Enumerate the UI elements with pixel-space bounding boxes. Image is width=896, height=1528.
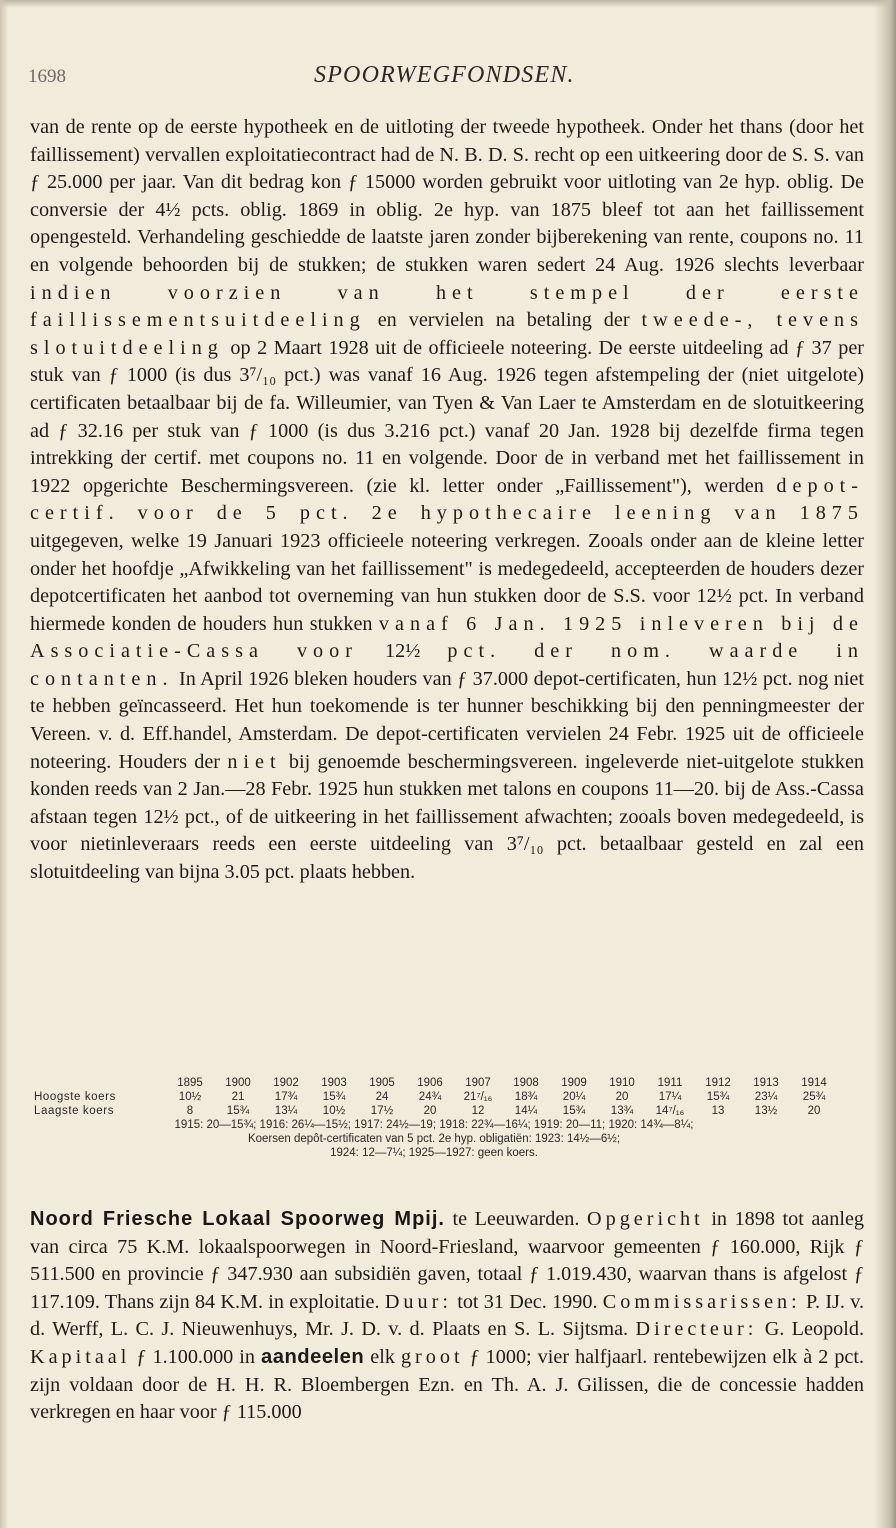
page-number: 1698 [28,66,66,87]
year-cell: 1907 [465,1077,491,1089]
price-cell: 18¾ [514,1091,538,1103]
year-cell: 1905 [369,1077,395,1089]
price-line-depot: Koersen depôt-certificaten van 5 pct. 2e hyp. obligatiën: 1923: 14½—6½; [247,1133,621,1145]
text-run: en vervielen na betaling der [377,309,630,332]
spaced-text: pct. der nom. waarde in contanten. [30,640,865,690]
text-run: 12½ [385,640,421,663]
price-cell: 20¼ [562,1091,586,1103]
spaced-text: indien voorzien van het stempel der eerste faillissementsuitdeeling [30,281,864,332]
price-line-1924: 1924: 12—7¼; 1925—1927: geen koers. [330,1147,538,1159]
price-cell: 8 [186,1105,194,1117]
year-cell: 1910 [609,1077,635,1089]
price-cell: 15¾ [706,1091,730,1103]
price-cell: 15¾ [562,1105,586,1117]
bold-term: aandeelen [260,1345,365,1368]
price-table-row-high [34,1090,840,1104]
spaced-text: Duur: [384,1290,452,1313]
price-cell: 21⁷/₁₆ [463,1091,493,1103]
spaced-text: tweede-, tevens slotuitdeeling [30,309,865,359]
price-table-row-low [34,1104,840,1118]
spaced-text: Commissarissen: [602,1290,801,1313]
price-cell: 21 [231,1091,245,1103]
year-cell: 1900 [225,1077,251,1089]
paragraph-bankruptcy [30,114,864,887]
year-cell: 1903 [321,1077,347,1089]
text-run: ƒ 1000; vier halfjaarl. rentebewijzen elk à 2 pct. zijn voldaan door de H. H. R. Bloembergen Ezn. en Th. A. J. Gilissen, die de concessie hadden verkregen en haar voor ƒ 115.000 [30,1345,865,1424]
price-table-header-row [34,1076,840,1090]
price-cell: 24¾ [418,1091,442,1103]
paragraph-noord-friesche [30,1206,864,1427]
price-table-grid [34,1076,840,1118]
text-run: bij genoemde beschermingsvereen. ingeleverde niet-uitgelote stukken konden reeds van 2 Jan.—28 Febr. 1925 hun stukken met talons en coupons 11—20. bij de Ass.-Cassa afstaan tegen 12½ pct., of de uitkeering in het faillissement afwachten; zooals boven medegedeeld, is voor nietinleveraars reeds een eerste uitdeeling van 3⁷/₁₀ pct. betaalbaar gesteld en zal een slotuitdeeling van bijna 3.05 pct. plaats hebben. [30,750,865,884]
page-top-edge [0,0,896,8]
year-cell: 1902 [273,1077,299,1089]
spaced-text: Opgericht [587,1208,704,1230]
text-run: tot 31 Dec. 1990. [457,1290,598,1313]
price-cell: 13 [711,1105,725,1117]
spaced-text: vanaf 6 Jan. 1925 inleveren bij de Associatie-Cassa voor [30,612,864,663]
body-text [30,114,864,887]
price-cell: 24 [375,1091,389,1103]
text-run: In April 1926 bleken houders van ƒ 37.000 depot-certificaten, hun 12½ pct. nog niet te hebben geïncasseerd. Het hun toekomende is ter hunner beschikking bij den penningmeester der Vereen. v. d. Eff.handel, Amsterdam. De depot-certificaten vervielen 24 Febr. 1925 uit de officieele noteering. Houders der [30,667,865,773]
price-cell: 13½ [754,1105,778,1117]
year-cell: 1895 [177,1077,203,1089]
text-run: uitgegeven, welke 19 Januari 1923 officieele noteering verkregen. Zooals onder aan de kleine letter onder het hoofdje „Afwikkeling van het faillissement" is medegedeeld, accepteerden de houders dezer depotcertificaten het aanbod tot overneming van hun stukken door de S.S. voor 12½ pct. In verband hiermede konden de houders hun stukken [30,529,864,635]
text-run: ƒ 1.100.000 in [136,1345,255,1368]
price-cell: 23¼ [754,1091,778,1103]
running-title: SPOORWEGFONDSEN. [314,62,575,88]
year-cell: 1912 [705,1077,731,1089]
text-run: op 2 Maart 1928 uit de officieele noteering. De eerste uitdeeling ad ƒ 37 per stuk van ƒ 1000 (is dus 3⁷/₁₀ pct.) was vanaf 16 Aug. 1926 tegen afstempeling der (niet uitgelote) certificaten betaalbaar bij de fa. Willeumier, van Tyen & Van Laer te Amsterdam en de slotuitkeering ad ƒ 32.16 per stuk van ƒ 1000 (is dus 3.216 pct.) vanaf 20 Jan. 1928 bij dezelfde firma tegen intrekking der certif. met coupons no. 11 en volgende. Door de in verband met het faillissement in 1922 opgerichte Beschermingsvereen. (zie kl. letter onder „Faillissement"), werden [30,336,865,497]
year-cell: 1913 [753,1077,779,1089]
text-run: in 1898 tot aanleg van circa 75 K.M. lokaalspoorwegen in Noord-Friesland, waarvoor gemeenten ƒ 160.000, Rijk ƒ 511.500 en provincie ƒ 347.930 aan subsidiën gaven, totaal ƒ 1.019.430, waarvan thans is afgelost ƒ 117.109. Thans zijn 84 K.M. in exploitatie. [30,1208,865,1313]
price-table [34,1076,864,1160]
year-cell: 1909 [561,1077,587,1089]
text-run: G. Leopold. [764,1318,865,1341]
spaced-text: depot-certif. voor de 5 pct. 2e hypothecaire leening van 1875 [30,474,864,525]
row-label: Laagste koers [34,1105,115,1117]
price-cell: 17¼ [658,1091,682,1103]
price-cell: 14¼ [514,1105,538,1117]
spaced-text: niet [227,750,282,773]
spaced-text: Directeur: [635,1318,758,1341]
price-cell: 17½ [370,1105,394,1117]
price-cell: 13¾ [610,1105,634,1117]
page-header [28,62,868,102]
price-cell: 15¾ [226,1105,250,1117]
year-cell: 1908 [513,1077,539,1089]
spaced-text: groot [400,1345,464,1368]
year-cell: 1914 [801,1077,827,1089]
price-line-1915: 1915: 20—15¾; 1916: 26¼—15½; 1917: 24½—19; 1918: 22¾—16¼; 1919: 20—11; 1920: 14¾—8¼; [174,1119,694,1131]
price-cell: 17¾ [274,1091,298,1103]
text-run: elk [370,1345,395,1368]
price-cell: 12 [471,1105,485,1117]
price-cell: 20 [807,1105,821,1117]
price-cell: 15¾ [322,1091,346,1103]
spaced-text: Kapitaal [30,1345,131,1368]
row-label: Hoogste koers [34,1091,116,1103]
page-left-edge [0,0,8,1528]
price-cell: 10½ [178,1091,202,1103]
text-run: te Leeuwarden. [452,1208,580,1230]
price-cell: 13¼ [274,1105,298,1117]
text-run: P. IJ. v. d. Werff, L. C. J. Nieuwenhuys, Mr. J. D. v. d. Plaats en S. L. Sijtsma. [30,1290,865,1341]
page-right-edge [874,0,896,1528]
price-cell: 25¾ [802,1091,826,1103]
price-cell: 10½ [322,1105,346,1117]
year-cell: 1911 [657,1077,683,1089]
price-cell: 14⁷/₁₆ [655,1105,685,1117]
year-cell: 1906 [417,1077,443,1089]
text-run: van de rente op de eerste hypotheek en de uitloting der tweede hypotheek. Onder het thans (door het faillissement) vervallen exploitatiecontract had de N. B. D. S. recht op een uitkeering door de S. S. van ƒ 25.000 per jaar. Van dit bedrag kon ƒ 15000 worden gebruikt voor uitloting van 2e hyp. oblig. De conversie der 4½ pcts. oblig. 1869 in oblig. 2e hyp. van 1875 bleef tot aan het faillissement opengesteld. Verhandeling geschiedde de laatste jaren zonder bijberekening van rente, coupons no. 11 en volgende behoorden bij de stukken; de stukken waren sedert 24 Aug. 1926 slechts leverbaar [30,116,864,276]
company-name: Noord Friesche Lokaal Spoorweg Mpij. [30,1208,445,1230]
price-cell: 20 [423,1105,437,1117]
price-cell: 20 [615,1091,629,1103]
